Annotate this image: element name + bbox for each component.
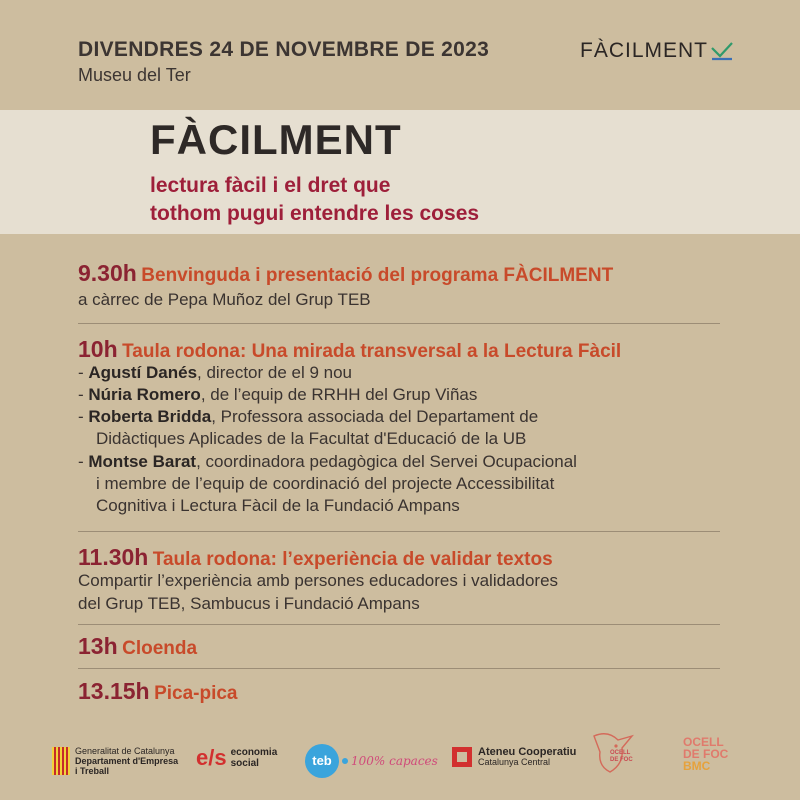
session-heading: Benvinguda i presentació del programa FÀCILMENT <box>141 265 614 286</box>
gencat-logo <box>52 746 178 776</box>
ocell-de-foc-logo-1 <box>588 726 638 778</box>
logo-text: OCELL <box>683 735 724 749</box>
panelist-detail: i membre de l’equip de coordinació del projecte Accessibilitat <box>96 474 555 493</box>
check-icon <box>710 41 734 61</box>
panelist-name: Montse Barat <box>88 452 197 471</box>
logo-text: Departament d'Empresa <box>75 756 179 766</box>
hero-subtitle <box>150 172 479 228</box>
teb-circle: teb <box>305 744 339 778</box>
ateneu-icon <box>452 747 472 767</box>
session-3-detail: Compartir l’experiència amb persones educadores i validadores <box>78 571 559 590</box>
session-time: 13.15h <box>78 678 150 704</box>
logo-text: DE FOC <box>683 747 729 761</box>
teb-logo <box>305 744 438 778</box>
session-heading: Taula rodona: l’experiència de validar textos <box>152 549 553 570</box>
logo-text: i Treball <box>75 766 110 776</box>
event-date: DIVENDRES 24 DE NOVEMBRE DE 2023 <box>78 38 490 61</box>
session-5-header <box>78 678 238 705</box>
subtitle-line: lectura fàcil i el dret que <box>150 174 391 197</box>
panelist-name: Núria Romero <box>88 385 201 404</box>
ocell-de-foc-logo-2 <box>683 736 728 772</box>
economia-social-logo <box>196 747 277 769</box>
session-time: 9.30h <box>78 260 137 286</box>
logo-text: Ateneu Cooperatiu <box>478 746 577 758</box>
logo-text: DE FOC <box>610 757 633 763</box>
divider <box>78 668 720 669</box>
session-heading: Pica-pica <box>154 683 238 704</box>
logo-text: BMC <box>683 759 711 773</box>
session-1-detail: a càrrec de Pepa Muñoz del Grup TEB <box>78 290 371 309</box>
logo-text: OCELL <box>610 750 631 756</box>
session-heading: Taula rodona: Una mirada transversal a la Lectura Fàcil <box>122 341 622 362</box>
session-time: 11.30h <box>78 544 149 570</box>
panelist-item: - Roberta Bridda, Professora associada del Departament de <box>78 407 539 426</box>
subtitle-line: tothom pugui entendre les coses <box>150 202 480 225</box>
session-3-header <box>78 544 553 571</box>
hero-title: FÀCILMENT <box>150 116 402 163</box>
session-heading: Cloenda <box>122 638 198 659</box>
dot-icon <box>342 758 348 764</box>
session-3-detail: del Grup TEB, Sambucus i Fundació Ampans <box>78 594 420 613</box>
ateneu-logo <box>452 747 576 767</box>
panelist-name: Roberta Bridda <box>88 407 212 426</box>
teb-tagline: 100% capaces <box>351 754 438 768</box>
panelist-detail: Didàctiques Aplicades de la Facultat d'Educació de la UB <box>96 429 527 448</box>
brand-logo <box>580 39 734 63</box>
logo-text: Generalitat de Catalunya <box>75 746 175 756</box>
divider <box>78 531 720 532</box>
session-4-header <box>78 633 197 660</box>
logo-text: Catalunya Central <box>478 757 551 767</box>
panelist-item: - Agustí Danés, director de el 9 nou <box>78 363 353 382</box>
panelist-name: Agustí Danés <box>88 363 198 382</box>
logo-text: economia <box>230 747 278 758</box>
session-time: 13h <box>78 633 118 659</box>
session-time: 10h <box>78 336 118 362</box>
session-2-header <box>78 336 621 363</box>
es-mark: e/s <box>196 745 227 770</box>
logo-text: social <box>230 758 259 769</box>
divider <box>78 323 720 324</box>
sponsor-logos <box>0 720 800 800</box>
panelist-detail: Cognitiva i Lectura Fàcil de la Fundació Ampans <box>96 496 460 515</box>
senyera-icon <box>52 747 70 775</box>
brand-text: FÀCILMENT <box>580 39 709 62</box>
session-1-header <box>78 260 613 287</box>
panelist-item: - Núria Romero, de l’equip de RRHH del Grup Viñas <box>78 385 478 404</box>
event-venue: Museu del Ter <box>78 65 191 85</box>
panelist-item: - Montse Barat, coordinadora pedagògica del Servei Ocupacional <box>78 452 577 471</box>
divider <box>78 624 720 625</box>
